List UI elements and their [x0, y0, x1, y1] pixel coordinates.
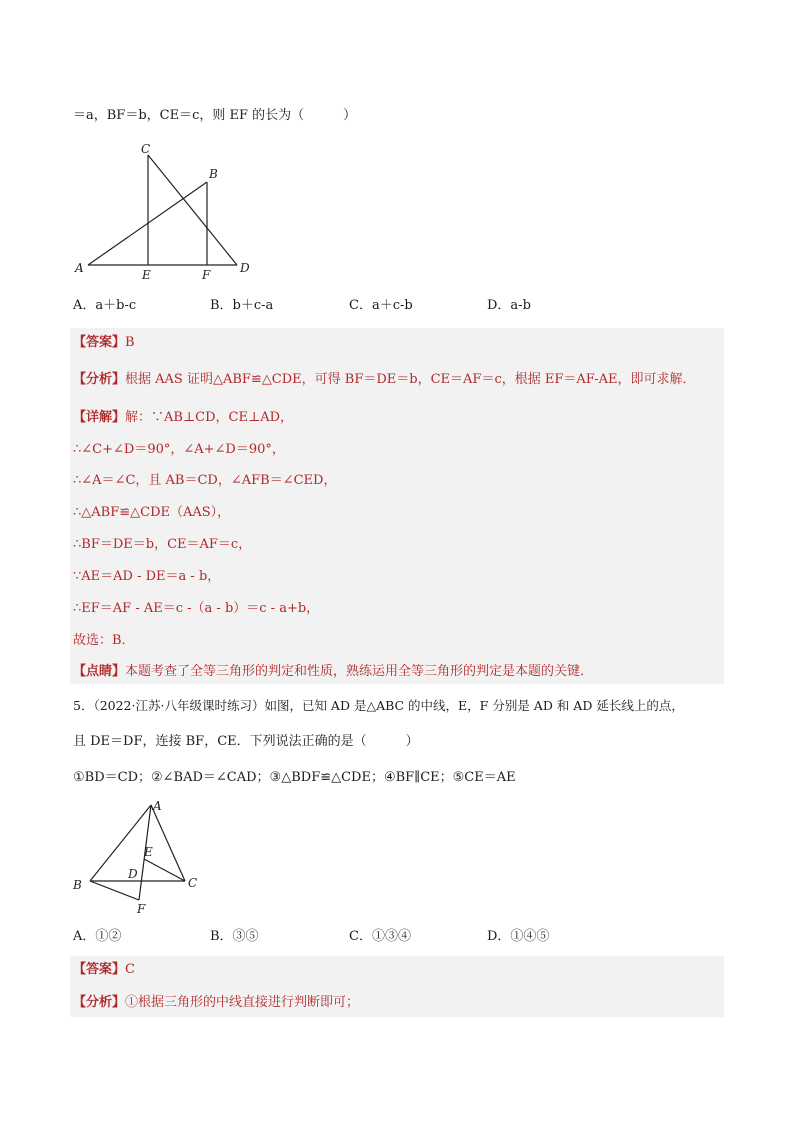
detail-line: ∴△ABF≌△CDE（AAS）， — [73, 505, 231, 520]
q4-stem: ＝a，BF＝b，CE＝c，则 EF 的长为（ ） — [73, 108, 357, 123]
label-d: D — [128, 867, 138, 881]
q5-stem-line-1: 5．（2022·江苏·八年级课时练习）如图，已知 AD 是△ABC 的中线，E，F 分别是 AD 和 AD 延长线上的点， — [73, 698, 684, 713]
label-c: C — [188, 876, 198, 890]
segment-ac — [151, 805, 185, 881]
q4-option-b: B．b＋c-a — [210, 298, 274, 313]
analysis-tag: 【分析】 — [73, 372, 126, 387]
label-f: F — [202, 268, 211, 282]
label-d: D — [240, 261, 250, 275]
label-e: E — [144, 845, 153, 859]
q5-option-b: B．③⑤ — [210, 929, 259, 944]
label-f: F — [137, 902, 146, 916]
answer-tag: 【答案】 — [73, 335, 126, 350]
q5-stem-line-2: 且 DE＝DF，连接 BF，CE．下列说法正确的是（ ） — [73, 734, 419, 749]
analysis-text: 根据 AAS 证明△ABF≌△CDE，可得 BF＝DE＝b，CE＝AF＝c，根据 EF＝AF-AE，即可求解． — [125, 372, 696, 387]
q4-comment-row — [73, 662, 593, 682]
detail-line: ∴EF＝AF - AE＝c -（a - b）＝c - a+b， — [73, 601, 320, 616]
q5-answer-row — [73, 960, 135, 980]
q4-answer-row — [73, 333, 135, 353]
detail-line: ∴∠A＝∠C，且 AB＝CD，∠AFB＝∠CED， — [73, 473, 337, 488]
label-e: E — [142, 268, 151, 282]
label-c: C — [141, 142, 151, 156]
label-a: A — [153, 799, 162, 813]
comment-tag: 【点睛】 — [73, 664, 126, 679]
q4-option-d: D．a-b — [487, 298, 531, 313]
comment-text: 本题考查了全等三角形的判定和性质，熟练运用全等三角形的判定是本题的关键． — [125, 664, 594, 679]
q5-figure — [68, 797, 208, 919]
q5-solution-panel — [70, 956, 724, 1017]
answer-value: C — [125, 962, 135, 977]
q5-statements: ①BD＝CD；②∠BAD＝∠CAD；③△BDF≌△CDE；④BF∥CE；⑤CE＝AE — [73, 770, 516, 785]
q4-option-c: C．a＋c-b — [349, 298, 413, 313]
detail-line: ∴∠C+∠D＝90°，∠A+∠D＝90°， — [73, 442, 285, 457]
detail-line: ∵AE＝AD - DE＝a - b， — [73, 569, 221, 584]
q5-option-a: A．①② — [73, 929, 122, 944]
analysis-tag: 【分析】 — [73, 995, 126, 1010]
q4-figure — [70, 138, 270, 283]
segment-ce — [144, 859, 185, 881]
q4-conclusion: 故选：B． — [73, 633, 135, 648]
label-b: B — [73, 878, 82, 892]
q4-option-a: A．a＋b-c — [73, 298, 137, 313]
segment-ab — [90, 805, 151, 881]
detail-tag: 【详解】 — [73, 410, 126, 425]
segment-cd — [148, 155, 237, 265]
detail-line: ∴BF＝DE＝b，CE＝AF＝c， — [73, 537, 252, 552]
label-a: A — [75, 261, 84, 275]
detail-line: 解：∵AB⊥CD，CE⊥AD， — [125, 410, 294, 425]
analysis-text: ①根据三角形的中线直接进行判断即可； — [125, 995, 360, 1010]
q5-option-c: C．①③④ — [349, 929, 411, 944]
segment-bf — [90, 881, 139, 900]
label-b: B — [209, 167, 218, 181]
q4-solution-panel — [70, 328, 724, 684]
q5-analysis-row — [73, 993, 359, 1013]
answer-tag: 【答案】 — [73, 962, 126, 977]
q4-detail-row-1 — [73, 408, 293, 428]
answer-value: B — [125, 335, 135, 350]
q4-analysis-row — [73, 370, 695, 390]
q5-option-d: D．①④⑤ — [487, 929, 550, 944]
